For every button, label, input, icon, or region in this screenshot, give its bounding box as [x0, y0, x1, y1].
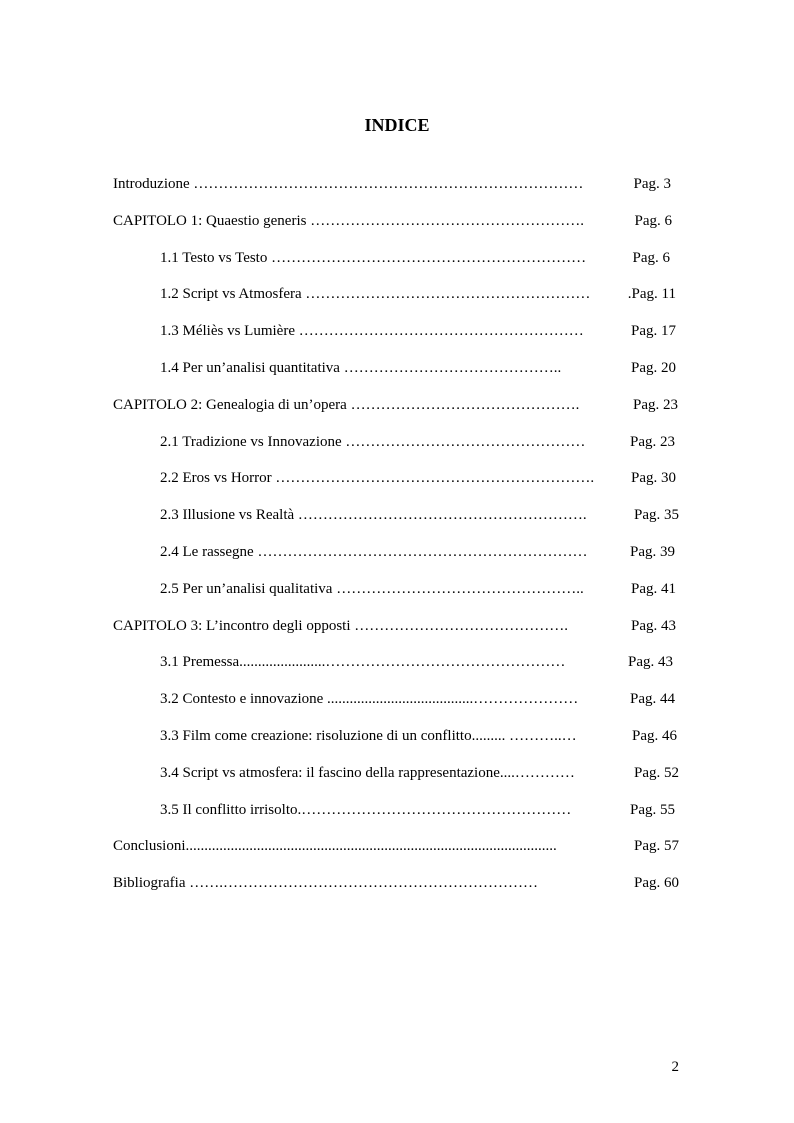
toc-entry-3-1[interactable] — [113, 652, 679, 689]
toc-entry-1-4[interactable] — [113, 358, 679, 395]
toc-entry-page: Pag. 43 — [631, 617, 676, 634]
toc-entry-2-1[interactable] — [113, 432, 679, 469]
toc-entry-text: 1.1 Testo vs Testo ……………………………………………………… — [160, 249, 587, 266]
toc-entry-text: 2.4 Le rassegne ………………………………………………………… — [160, 543, 588, 560]
toc-entry-page: Pag. 6 — [634, 212, 672, 229]
toc-entry-page: Pag. 6 — [632, 249, 670, 266]
toc-entry-1-1[interactable] — [113, 248, 679, 285]
toc-entry-1-2[interactable] — [113, 284, 679, 321]
toc-entry-page: Pag. 44 — [630, 691, 675, 708]
toc-entry-text: CAPITOLO 2: Genealogia di un’opera ………………………………………. — [113, 396, 580, 413]
toc-entry-page: Pag. 3 — [633, 176, 671, 192]
toc-entry-3-2[interactable] — [113, 689, 679, 726]
toc-entry-page: Pag. 23 — [633, 396, 678, 413]
toc-entry-introduzione[interactable] — [113, 174, 679, 211]
toc-entry-page: .Pag. 11 — [627, 286, 676, 303]
toc-entry-1-3[interactable] — [113, 321, 679, 358]
toc-entry-text: 2.5 Per un’analisi qualitativa ………………………………………….. — [160, 580, 584, 597]
toc-entry-3-4[interactable] — [113, 763, 679, 800]
toc-entry-text: CAPITOLO 3: L’incontro degli opposti ……………………………………. — [113, 617, 568, 634]
toc-entry-page: Pag. 20 — [631, 359, 676, 376]
toc-entry-page: Pag. 55 — [630, 801, 675, 818]
toc-entry-2-4[interactable] — [113, 542, 679, 579]
toc-entry-bibliografia[interactable] — [113, 873, 679, 910]
toc-entry-page: Pag. 35 — [634, 507, 679, 524]
toc-entry-text: 2.2 Eros vs Horror ………………………………………………………. — [160, 470, 595, 487]
toc-entry-text: CAPITOLO 1: Quaestio generis ………………………………………………. — [113, 212, 584, 229]
page-number: 2 — [671, 1059, 679, 1075]
toc-entry-text: Conclusioni................................................................................................... — [113, 838, 557, 855]
toc-entry-text: 3.2 Contesto e innovazione .......................................………………… — [160, 691, 579, 708]
toc-entry-page: Pag. 41 — [631, 580, 676, 597]
toc-entry-2-3[interactable] — [113, 505, 679, 542]
toc-entry-page: Pag. 30 — [631, 470, 676, 487]
toc-entry-text: 1.4 Per un’analisi quantitativa …………………………………….. — [160, 359, 562, 376]
toc-entry-page: Pag. 17 — [631, 323, 676, 340]
toc-entry-text: 2.1 Tradizione vs Innovazione ………………………………………… — [160, 433, 586, 450]
toc-entry-text: 2.3 Illusione vs Realtà …………………………………………………. — [160, 507, 587, 524]
toc-entry-capitolo-2[interactable] — [113, 395, 679, 432]
toc-entry-2-5[interactable] — [113, 579, 679, 616]
toc-entry-page: Pag. 52 — [634, 764, 679, 781]
toc-entry-page: Pag. 23 — [630, 433, 675, 450]
page-title: INDICE — [364, 115, 430, 135]
toc-entry-text: 3.3 Film come creazione: risoluzione di un conflitto......... ………..… — [160, 727, 577, 744]
toc-entry-conclusioni[interactable] — [113, 836, 679, 873]
toc-entry-page: Pag. 43 — [628, 654, 673, 671]
toc-entry-page: Pag. 39 — [630, 543, 675, 560]
toc-entry-capitolo-1[interactable] — [113, 211, 679, 248]
toc-entry-text: 3.4 Script vs atmosfera: il fascino della rappresentazione....………… — [160, 764, 575, 781]
toc-entry-text: Bibliografia …….……………………………………………………… — [113, 875, 538, 892]
toc-entry-text: 3.1 Premessa.......................………………………………………… — [160, 654, 566, 671]
toc-entry-text: 3.5 Il conflitto irrisolto.……………………………………………… — [160, 801, 572, 818]
toc-entry-page: Pag. 46 — [632, 727, 677, 744]
toc-entry-text: 1.2 Script vs Atmosfera ………………………………………………… — [160, 286, 591, 303]
toc-entry-page: Pag. 57 — [634, 838, 679, 855]
toc-entry-text: Introduzione …………………………………………………………………… — [113, 176, 584, 192]
toc-entry-text: 1.3 Méliès vs Lumière ………………………………………………… — [160, 323, 584, 340]
toc-entry-page: Pag. 60 — [634, 875, 679, 892]
toc-entry-2-2[interactable] — [113, 468, 679, 505]
toc-entry-capitolo-3[interactable] — [113, 616, 679, 653]
toc-entry-3-3[interactable] — [113, 726, 679, 763]
toc-entry-3-5[interactable] — [113, 800, 679, 837]
table-of-contents — [113, 174, 679, 910]
